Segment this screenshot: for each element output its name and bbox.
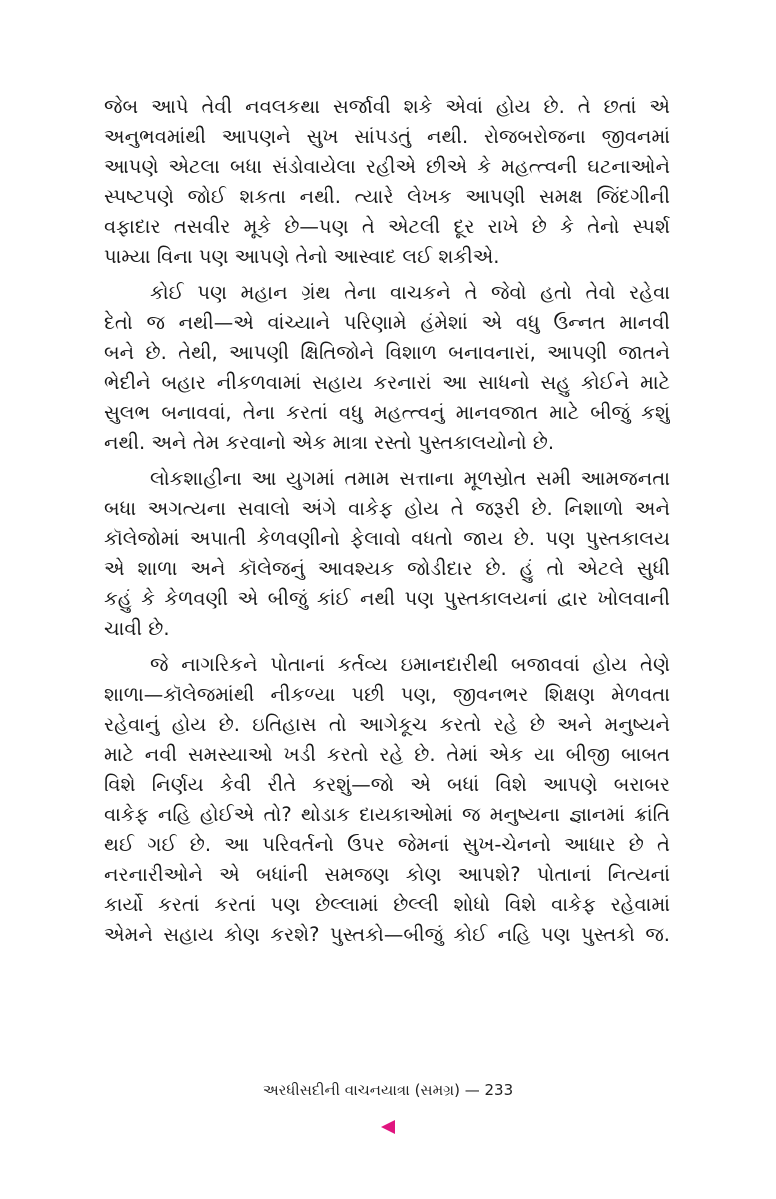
text-line: બધા અગત્યના સવાલો અંગે વાકેફ હોય તે જરૂરી છે. નિશાળો અને — [104, 497, 670, 520]
text-line: અનુભવમાંથી આપણને સુખ સાંપડતું નથી. રોજબરોજના જીવનમાં — [104, 125, 670, 148]
paragraph-3 — [104, 464, 670, 644]
text-line: નરનારીઓને એ બધાંની સમજણ કોણ આપશે? પોતાનાં નિત્યનાં — [104, 863, 670, 886]
text-line: કોઈ પણ મહાન ગ્રંથ તેના વાચકને તે જેવો હતો તેવો રહેવા — [150, 281, 670, 304]
paragraph-1 — [104, 92, 670, 272]
text-line: એ શાળા અને કૉલેજનું આવશ્યક જોડીદાર છે. હું તો એટલે સુધી — [104, 557, 670, 580]
page-body — [104, 92, 670, 950]
text-line: રહેવાનું હોય છે. ઇતિહાસ તો આગેકૂચ કરતો રહે છે અને મનુષ્યને — [104, 713, 670, 736]
previous-page-arrow-icon[interactable] — [381, 1120, 395, 1134]
text-line: વફાદાર તસવીર મૂકે છે—પણ તે એટલી દૂર રાખે છે કે તેનો સ્પર્શ — [104, 215, 670, 238]
text-line: વાકેફ નહિ હોઈએ તો? થોડાક દાયકાઓમાં જ મનુષ્યના જ્ઞાનમાં ક્રાંતિ — [104, 803, 670, 826]
text-line: ચાવી છે. — [104, 617, 170, 640]
paragraph-4 — [104, 650, 670, 950]
text-line: સુલભ બનાવવાં, તેના કરતાં વધુ મહત્ત્વનું માનવજાત માટે બીજું કશું — [104, 401, 670, 424]
text-line: શાળા—કૉલેજમાંથી નીકળ્યા પછી પણ, જીવનભર શિક્ષણ મેળવતા — [104, 683, 670, 706]
text-line: એમને સહાય કોણ કરશે? પુસ્તકો—બીજું કોઈ નહિ પણ પુસ્તકો જ. — [104, 923, 670, 946]
text-line: આપણે એટલા બધા સંડોવાયેલા રહીએ છીએ કે મહત્ત્વની ઘટનાઓને — [104, 155, 670, 178]
text-line: થઈ ગઈ છે. આ પરિવર્તનો ઉપર જેમનાં સુખ-ચેનનો આધાર છે તે — [104, 833, 670, 856]
text-line: બને છે. તેથી, આપણી ક્ષિતિજોને વિશાળ બનાવનારાં, આપણી જાતને — [104, 341, 670, 364]
text-line: વિશે નિર્ણય કેવી રીતે કરશું—જો એ બધાં વિશે આપણે બરાબર — [104, 773, 670, 796]
text-line: ભેદીને બહાર નીકળવામાં સહાય કરનારાં આ સાધનો સહુ કોઈને માટે — [104, 371, 670, 394]
text-line: કહું કે કેળવણી એ બીજું કાંઈ નથી પણ પુસ્તકાલયનાં દ્વાર ખોલવાની — [104, 587, 670, 610]
page-footer: અરધીસદીની વાચનયાત્રા (સમગ્ર) — 233 — [262, 1081, 514, 1099]
text-line: સ્પષ્ટપણે જોઈ શકતા નથી. ત્યારે લેખક આપણી સમક્ષ જિંદગીની — [104, 185, 670, 208]
paragraph-2 — [104, 278, 670, 458]
text-line: કાર્યો કરતાં કરતાં પણ છેલ્લામાં છેલ્લી શોધો વિશે વાકેફ રહેવામાં — [104, 893, 670, 916]
text-line: કૉલેજોમાં અપાતી કેળવણીનો ફેલાવો વધતો જાય છે. પણ પુસ્તકાલય — [104, 527, 670, 550]
text-line: પામ્યા વિના પણ આપણે તેનો આસ્વાદ લઈ શકીએ. — [104, 245, 500, 268]
text-line: માટે નવી સમસ્યાઓ ખડી કરતો રહે છે. તેમાં એક યા બીજી બાબત — [104, 743, 670, 766]
text-line: લોકશાહીના આ યુગમાં તમામ સત્તાના મૂળસ્રોત સમી આમજનતા — [150, 467, 670, 490]
text-line: જેબ આપે તેવી નવલકથા સર્જાવી શકે એવાં હોય છે. તે છતાં એ — [104, 95, 670, 118]
text-line: નથી. અને તેમ કરવાનો એક માત્રા રસ્તો પુસ્તકાલયોનો છે. — [104, 431, 555, 454]
text-line: જે નાગરિકને પોતાનાં કર્તવ્ય ઇમાનદારીથી બજાવવાં હોય તેણે — [150, 653, 670, 676]
text-line: દેતો જ નથી—એ વાંચ્યાને પરિણામે હંમેશાં એ વધુ ઉન્નત માનવી — [104, 311, 670, 334]
